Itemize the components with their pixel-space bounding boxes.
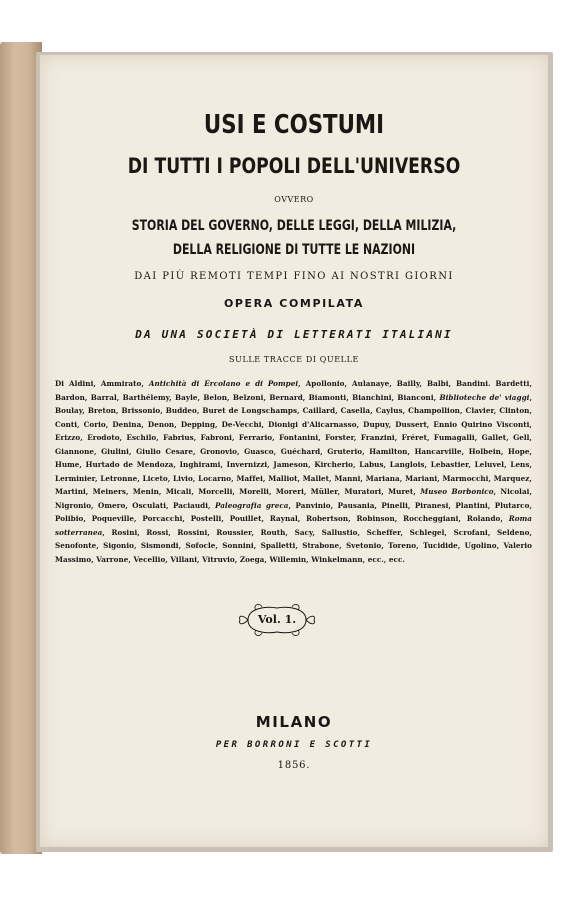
title-page	[40, 55, 548, 847]
authors-text: Di Aldini, Ammirato,	[55, 379, 149, 388]
subtitle-line-3: DAI PIÙ REMOTI TEMPI FINO AI NOSTRI GIORNI	[134, 271, 454, 282]
authors-italic-title: Paleografia greca	[214, 500, 289, 510]
authors-text: , Rosini, Rossi, Rossini, Roussier, Routh, Sacy, Sallustio, Scheffer, Schlegel, Scrofani, Seldeno, Senofonte, Sigonio, Sismondi, Sofocle, Sonnini, Spalletti, Strabone, Svetonio, Toreno, Tucidide, Ugolino, Valerio Massimo, Varrone, Vecellio, Villani, Vitruvio, Zoega, Willemin, Winkelmann, ecc., ecc.	[55, 527, 532, 564]
authors-text: , Apollonio, Aulanaye, Bailly, Balbi, Bandini. Bardetti, Bardon, Barral, Barthélemy, Bayle, Belon, Belzoni, Bernard, Biamonti, Bianchini, Bianconi,	[55, 379, 532, 402]
sub-title: DI TUTTI I POPOLI DELL'UNIVERSO	[127, 154, 461, 178]
main-title: USI E COSTUMI	[203, 110, 385, 140]
volume-label: Vol. 1.	[257, 613, 297, 626]
subtitle-line-2: DELLA RELIGIONE DI TUTTE LE NAZIONI	[172, 242, 416, 258]
tracce-line: SULLE TRACCE DI QUELLE	[229, 355, 359, 364]
authors-text: , Nicolai, Nigronio, Omero, Osculati, Paciaudi,	[55, 487, 532, 510]
opera-compilata: OPERA COMPILATA	[223, 297, 365, 310]
subtitle-line-1: STORIA DEL GOVERNO, DELLE LEGGI, DELLA MILIZIA,	[131, 218, 457, 234]
volume-cartouche	[236, 600, 318, 640]
authors-text: , Boulay, Breton, Brissonio, Buddeo, Buret de Longschamps, Caillard, Casella, Caylus, Champollion, Clavier, Clinton, Conti, Corio, Denina, Denon, Depping, De-Vecchi, Dionigi d'Alicarnasso, Dupuy, Dussert, Ennio Quirino Visconti, Erizzo, Erodoto, Eschilo, Fabrius, Fabroni, Ferrario, Fontanini, Forster, Franzini, Fréret, Fumagalli, Gallet, Gell, Giannone, Giulini, Giulio Cesare, Gronovio, Guasco, Guéchard, Gruterio, Hamilton, Hancarville, Holbein, Hope, Hume, Hurtado de Mendoza, Inghirami, Invernizzi, Jameson, Kircherio, Labus, Langlois, Lebastier, Leluvel, Lens, Lerminier, Letronne, Liceto, Livio, Locarno, Maffei, Malliot, Mallet, Manni, Mariana, Mariani, Marmocchi, Marquez, Martini, Meiners, Menin, Micali, Morcelli, Morelli, Moreri, Müller, Muratori, Muret,	[55, 392, 533, 496]
authors-italic-title: Roma sotterranea	[55, 514, 532, 537]
authors-list	[55, 377, 532, 566]
societa-line: DA UNA SOCIETÀ DI LETTERATI ITALIANI	[135, 328, 453, 341]
authors-text: , Panvinio, Pausania, Pinelli, Piranesi, Plantini, Plutarco, Polibio, Poqueville, Porcacchi, Postelli, Pouillet, Raynal, Robertson, Robinson, Roccheggiani, Rolando,	[55, 500, 533, 523]
authors-italic-title: Antichità di Ercolano e di Pompei	[148, 379, 299, 388]
authors-italic-title: Museo Borbonico	[420, 487, 494, 496]
ovvero-line: OVVERO	[274, 195, 314, 204]
imprint-city: MILANO	[255, 713, 333, 731]
imprint-publisher: PER BORRONI E SCOTTI	[215, 740, 373, 750]
authors-italic-title: Biblioteche de' viaggi	[439, 392, 530, 402]
imprint-year: 1856.	[277, 760, 311, 771]
